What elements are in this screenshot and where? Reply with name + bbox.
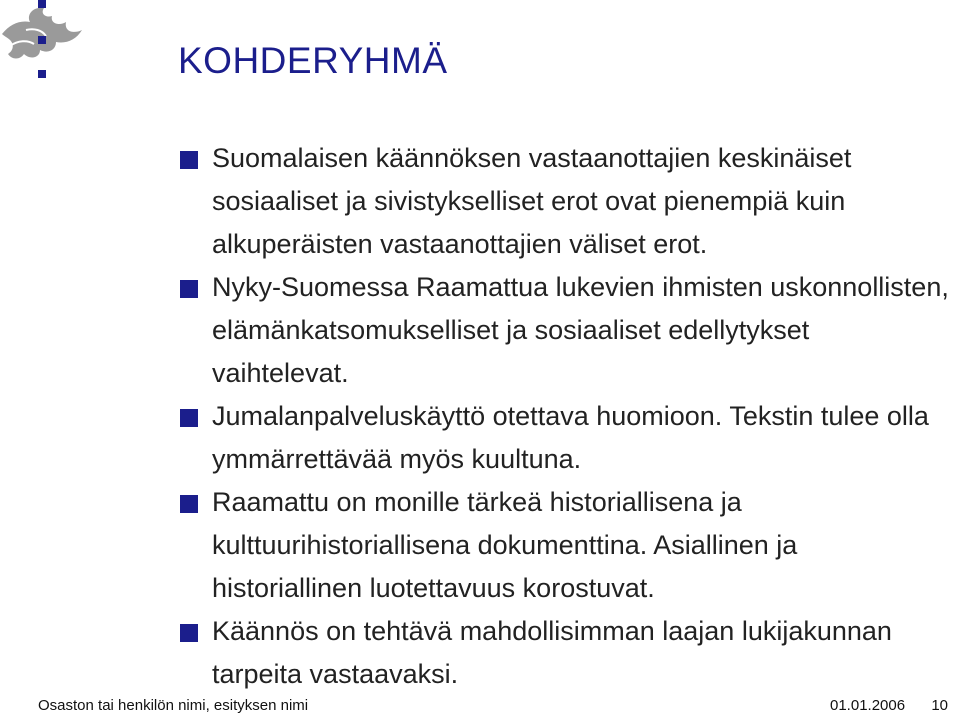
- bullet-item: [180, 610, 950, 696]
- square-bullet-icon: [180, 624, 198, 642]
- square-bullet-icon: [180, 280, 198, 298]
- slide-title: KOHDERYHMÄ: [178, 40, 448, 81]
- bullet-text: Jumalanpalveluskäyttö otettava huomioon. Tekstin tulee olla ymmärrettävää myös kuultuna.: [212, 401, 929, 474]
- footer-date: 01.01.2006: [830, 697, 906, 714]
- university-logo-icon: [0, 0, 90, 90]
- footer-presentation-name: Osaston tai henkilön nimi, esityksen nimi: [38, 697, 309, 714]
- bullet-item: [180, 137, 950, 266]
- bullet-text: Suomalaisen käännöksen vastaanottajien keskinäiset sosiaaliset ja sivistykselliset erot ovat pienempiä kuin alkuperäisten vastaanottajien väliset erot.: [212, 143, 852, 259]
- bullet-text: Nyky-Suomessa Raamattua lukevien ihmisten uskonnollisten, elämänkatsomukselliset ja sosiaaliset edellytykset vaihtelevat.: [212, 272, 949, 388]
- square-bullet-icon: [180, 151, 198, 169]
- square-bullet-icon: [180, 495, 198, 513]
- slide-footer: [38, 697, 948, 717]
- bullet-item: [180, 395, 950, 481]
- footer-page-number: 10: [931, 697, 948, 714]
- bullet-text: Raamattu on monille tärkeä historiallisena ja kulttuurihistoriallisena dokumenttina. Asiallinen ja historiallinen luotettavuus korostuvat.: [212, 487, 798, 603]
- bullet-item: [180, 266, 950, 395]
- bullet-text: Käännös on tehtävä mahdollisimman laajan lukijakunnan tarpeita vastaavaksi.: [212, 616, 892, 689]
- bullet-list: [180, 137, 950, 696]
- square-bullet-icon: [180, 409, 198, 427]
- bullet-item: [180, 481, 950, 610]
